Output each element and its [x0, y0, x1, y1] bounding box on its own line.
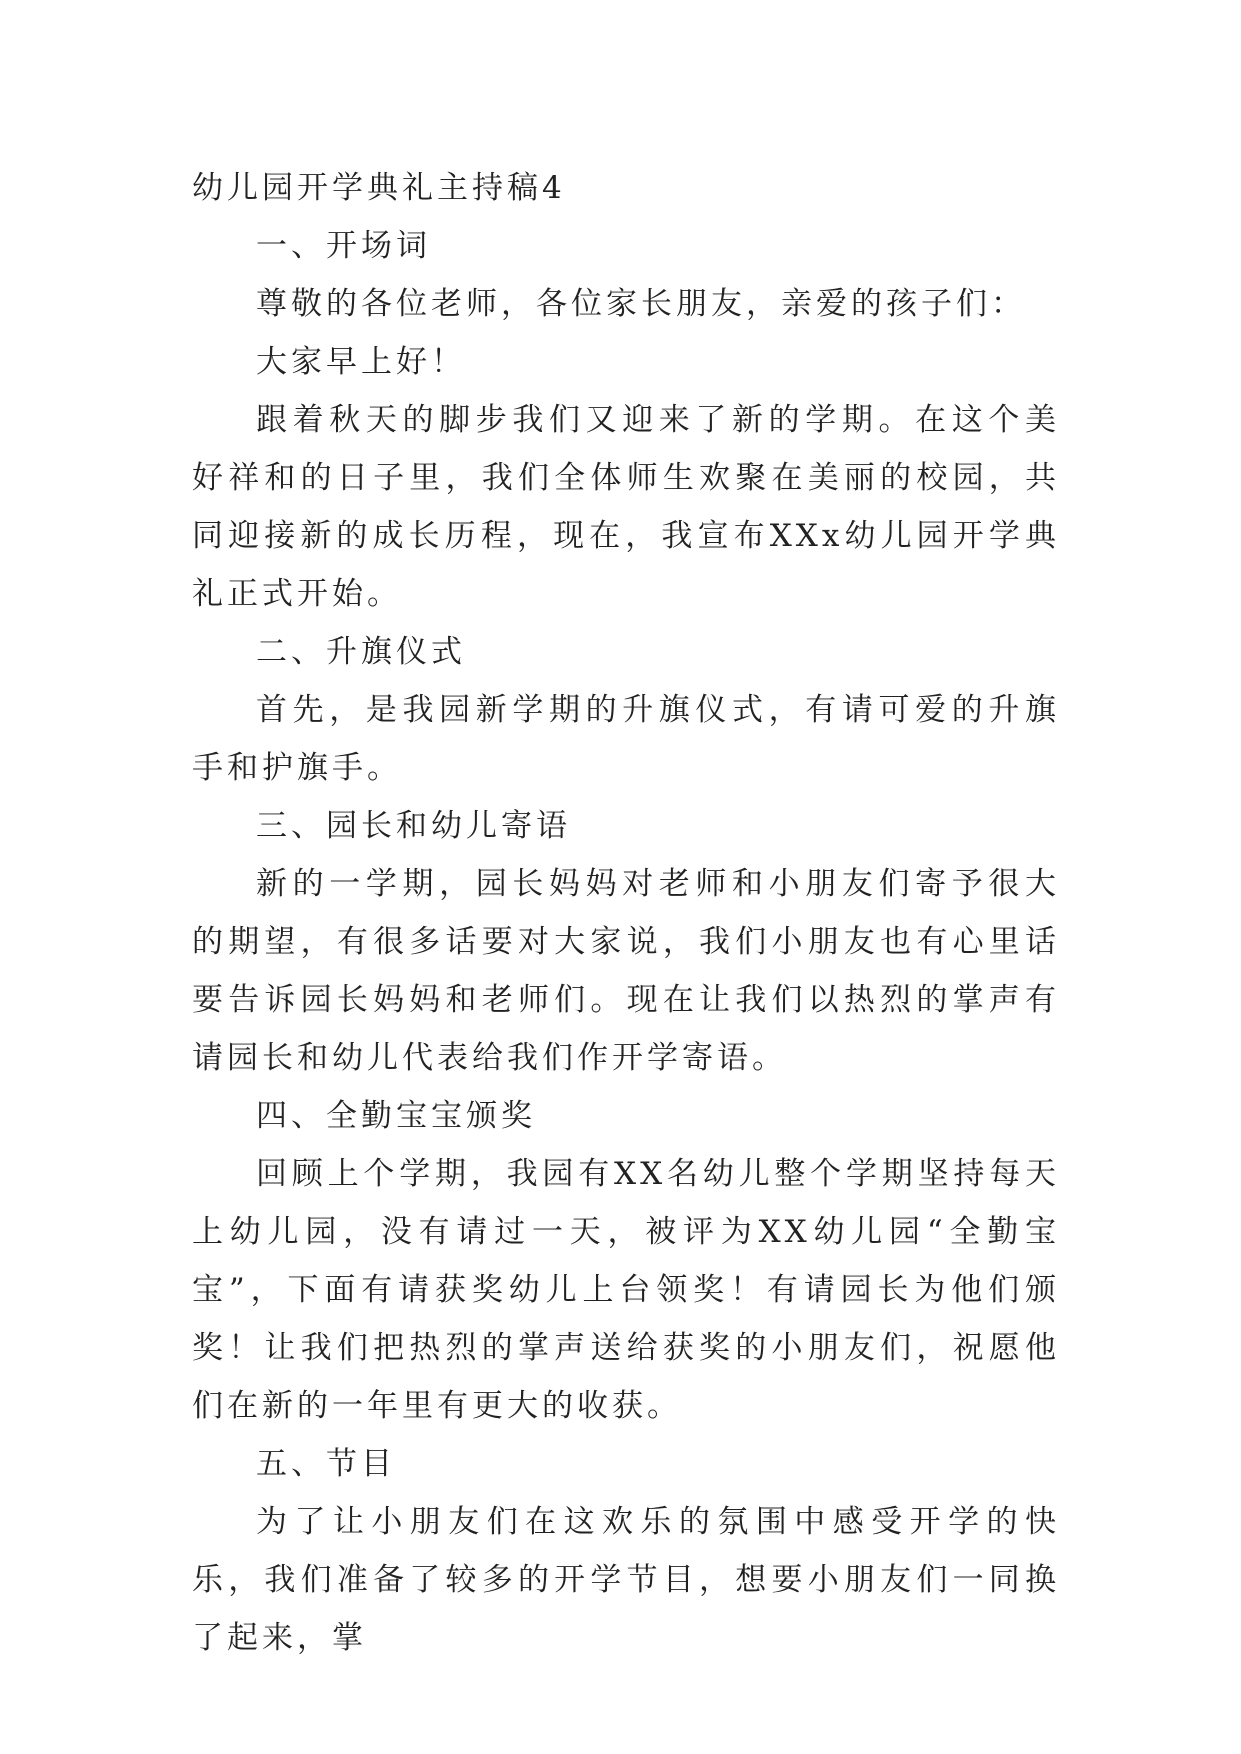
good-morning-paragraph: 大家早上好！	[256, 344, 466, 380]
greeting-paragraph: 尊敬的各位老师，各位家长朋友，亲爱的孩子们：	[256, 286, 1026, 322]
flag-raising-paragraph: 首先，是我园新学期的升旗仪式，有请可爱的升旗手和护旗手。	[192, 692, 1060, 786]
section-heading-attendance-award: 四、全勤宝宝颁奖	[256, 1098, 536, 1134]
opening-paragraph: 跟着秋天的脚步我们又迎来了新的学期。在这个美好祥和的日子里，我们全体师生欢聚在美丽的校园，共同迎接新的成长历程，现在，我宣布XXx幼儿园开学典礼正式开始。	[192, 402, 1060, 612]
attendance-award-paragraph: 回顾上个学期，我园有XX名幼儿整个学期坚持每天上幼儿园，没有请过一天，被评为XX幼儿园“全勤宝宝”，下面有请获奖幼儿上台领奖！有请园长为他们颁奖！让我们把热烈的掌声送给获奖的小朋友们，祝愿他们在新的一年里有更大的收获。	[192, 1156, 1060, 1424]
principal-message-paragraph: 新的一学期，园长妈妈对老师和小朋友们寄予很大的期望，有很多话要对大家说，我们小朋友也有心里话要告诉园长妈妈和老师们。现在让我们以热烈的掌声有请园长和幼儿代表给我们作开学寄语。	[192, 866, 1060, 1076]
section-heading-opening: 一、开场词	[256, 228, 431, 264]
document-title: 幼儿园开学典礼主持稿4	[192, 170, 566, 206]
document-body	[192, 159, 1060, 1667]
section-heading-flag-raising: 二、升旗仪式	[256, 634, 466, 670]
program-paragraph: 为了让小朋友们在这欢乐的氛围中感受开学的快乐，我们准备了较多的开学节目，想要小朋友们一同换了起来，掌	[192, 1504, 1060, 1656]
section-heading-principal-message: 三、园长和幼儿寄语	[256, 808, 571, 844]
section-heading-program: 五、节目	[256, 1446, 396, 1482]
